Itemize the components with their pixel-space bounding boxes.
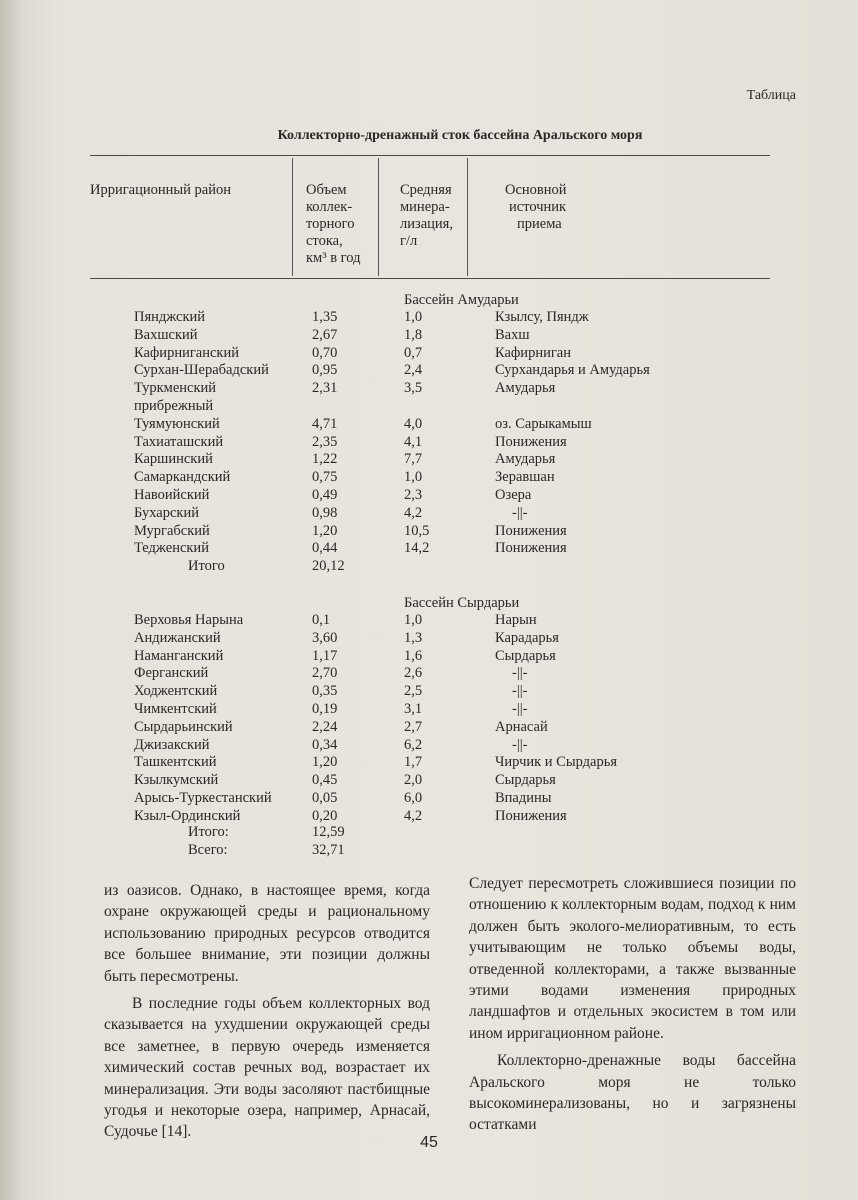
left-column-text [104, 880, 430, 1143]
volume-cell: 0,75 [312, 469, 338, 486]
header-mineral-line: г/л [400, 233, 418, 249]
grand-total-value: 32,71 [312, 842, 345, 858]
source-cell: Зеравшан [495, 469, 555, 486]
region-cell: Ходжентский [134, 683, 218, 700]
header-mineral-line: минера- [400, 199, 450, 215]
table-row [0, 486, 858, 504]
volume-cell: 2,67 [312, 326, 338, 343]
region-cell: прибрежный [134, 398, 214, 414]
mineralization-cell: 6,2 [404, 736, 423, 753]
volume-cell: 0,49 [312, 487, 338, 503]
source-cell: Озера [495, 487, 532, 503]
table-row [0, 664, 858, 682]
mineralization-cell: 10,5 [404, 522, 430, 539]
source-cell: Впадины [495, 790, 552, 806]
source-cell: Сурхандарья и Амударья [495, 362, 650, 379]
table-row [0, 361, 858, 379]
table-row [0, 433, 858, 451]
header-separator [467, 158, 468, 276]
table-row [0, 611, 858, 629]
header-volume-line: км³ в год [306, 250, 361, 266]
page-number: 45 [420, 1134, 438, 1151]
volume-cell: 2,24 [312, 718, 338, 735]
volume-cell: 0,70 [312, 344, 338, 361]
region-cell: Пянджский [134, 309, 206, 325]
mineralization-cell: 1,7 [404, 754, 423, 771]
region-cell: Туркменский [134, 380, 217, 397]
volume-cell: 3,60 [312, 629, 338, 646]
table-row [0, 736, 858, 754]
volume-cell: 1,20 [312, 522, 338, 539]
mineralization-cell: 4,2 [404, 807, 423, 824]
header-volume [306, 182, 360, 267]
mineralization-cell: 7,7 [404, 451, 423, 468]
region-cell: Кафирниганский [134, 344, 239, 361]
table-row [0, 415, 858, 433]
volume-cell: 0,35 [312, 683, 338, 700]
source-cell: Понижения [495, 433, 567, 450]
mineralization-cell: 2,5 [404, 683, 423, 700]
region-cell: Кзылкумский [134, 772, 219, 789]
header-volume-line: коллек- [306, 199, 353, 215]
mineralization-cell: 1,0 [404, 469, 423, 486]
source-cell: Понижения [495, 807, 567, 824]
region-cell: Верховья Нарына [134, 612, 244, 628]
volume-cell: 0,19 [312, 701, 338, 717]
source-cell: Вахш [495, 326, 530, 343]
mineralization-cell: 1,6 [404, 647, 423, 664]
region-cell: Сырдарьинский [134, 718, 233, 735]
header-separator [378, 158, 379, 276]
header-mineral-line: Средняя [400, 182, 452, 198]
region-cell: Навоийский [134, 487, 210, 503]
volume-cell: 2,70 [312, 665, 338, 682]
mineralization-cell: 2,4 [404, 362, 423, 379]
amu-total-value: 20,12 [312, 558, 345, 574]
region-cell: Сурхан-Шерабадский [134, 362, 269, 379]
mineralization-cell: 2,7 [404, 718, 423, 735]
mineralization-cell: 1,8 [404, 326, 423, 343]
mineralization-cell: 1,0 [404, 309, 423, 325]
source-cell: -||- [512, 701, 528, 717]
mineralization-cell: 6,0 [404, 790, 423, 806]
table-row [0, 522, 858, 540]
table-row [0, 629, 858, 647]
table-title: Коллекторно-дренажный сток бассейна Аральского моря [277, 128, 643, 143]
right-column-text [469, 873, 796, 1136]
volume-cell: 1,35 [312, 309, 338, 325]
source-cell: -||- [512, 736, 528, 753]
source-cell: Нарын [495, 612, 537, 628]
region-cell: Джизакский [134, 736, 210, 753]
header-mineral-line: лизация, [400, 216, 453, 232]
source-cell: Понижения [495, 540, 567, 557]
source-cell: Сырдарья [495, 647, 556, 664]
mineralization-cell: 4,2 [404, 504, 423, 521]
source-cell: Арнасай [495, 718, 548, 735]
syr-total-label: Итого: [188, 824, 229, 840]
table-row [0, 308, 858, 326]
region-cell: Чимкентский [134, 701, 217, 717]
volume-cell: 2,35 [312, 433, 338, 450]
section-amu-title: Бассейн Амударьи [404, 292, 519, 308]
region-cell: Ферганский [134, 665, 209, 682]
source-cell: Амударья [495, 451, 556, 468]
table-top-rule [90, 155, 770, 156]
region-cell: Туямуюнский [134, 415, 220, 432]
region-cell: Бухарский [134, 504, 199, 521]
paragraph: Следует пересмотреть сложившиеся позиции по отношению к коллекторным водам, подход к ним должен быть эколого-мелиоративным, то есть учитывающим не только объемы воды, отведенной коллекторами, а также вызванные этими водами изменения природных ландшафтов и отдельных экосистем в том или ином ирригационном районе. [469, 875, 796, 1042]
region-cell: Вахшский [134, 326, 198, 343]
region-cell: Мургабский [134, 522, 210, 539]
region-cell: Тедженский [134, 540, 209, 557]
paragraph: Коллекторно-дренажные воды бассейна Аральского моря не только высокоминерализованы, но и загрязнены остатками [469, 1052, 796, 1134]
region-cell: Андижанский [134, 629, 221, 646]
paragraph: из оазисов. Однако, в настоящее время, когда охране окружающей среды и рациональному использованию природных ресурсов отводится все большее внимание, эти позиции должны быть пересмотрены. [104, 882, 430, 985]
region-cell: Ташкентский [134, 754, 217, 771]
table-row [0, 379, 858, 397]
volume-cell: 1,17 [312, 647, 338, 664]
region-cell: Наманганский [134, 647, 224, 664]
table-row [0, 807, 858, 825]
source-cell: Кафирниган [495, 344, 571, 361]
table-row [0, 468, 858, 486]
table-row [0, 326, 858, 344]
table-row [0, 771, 858, 789]
amu-total-label: Итого [188, 558, 225, 574]
source-cell: Сырдарья [495, 772, 556, 789]
section-syr-title: Бассейн Сырдарьи [404, 595, 520, 611]
region-cell: Самаркандский [134, 469, 231, 486]
source-cell: Амударья [495, 380, 556, 397]
header-source-line: Основной [505, 182, 567, 198]
volume-cell: 0,05 [312, 790, 338, 806]
source-cell: -||- [512, 665, 528, 682]
region-cell: Арысь-Туркестанский [134, 790, 272, 806]
volume-cell: 1,22 [312, 451, 338, 468]
header-volume-line: торного [306, 216, 355, 232]
header-source [505, 182, 567, 233]
mineralization-cell: 2,3 [404, 487, 423, 503]
mineralization-cell: 3,5 [404, 380, 423, 397]
table-row [0, 539, 858, 557]
table-row [0, 753, 858, 771]
header-volume-line: стока, [306, 233, 343, 249]
region-cell: Тахиаташский [134, 433, 224, 450]
volume-cell: 0,95 [312, 362, 338, 379]
region-cell: Кзыл-Ординский [134, 807, 241, 824]
source-cell: -||- [512, 683, 528, 700]
header-separator [292, 158, 293, 276]
volume-cell: 0,1 [312, 612, 331, 628]
volume-cell: 0,98 [312, 504, 338, 521]
header-volume-line: Объем [306, 182, 347, 198]
mineralization-cell: 2,0 [404, 772, 423, 789]
grand-total-label: Всего: [188, 842, 228, 858]
volume-cell: 0,45 [312, 772, 338, 789]
mineralization-cell: 2,6 [404, 665, 423, 682]
table-row [0, 397, 858, 415]
mineralization-cell: 14,2 [404, 540, 430, 557]
mineralization-cell: 4,1 [404, 433, 423, 450]
mineralization-cell: 3,1 [404, 701, 423, 717]
volume-cell: 0,34 [312, 736, 338, 753]
volume-cell: 0,20 [312, 807, 338, 824]
mineralization-cell: 4,0 [404, 415, 423, 432]
source-cell: Карадарья [495, 629, 559, 646]
mineralization-cell: 1,0 [404, 612, 423, 628]
header-source-line: приема [517, 216, 562, 232]
table-row [0, 789, 858, 807]
table-header-rule [90, 278, 770, 279]
table-row [0, 700, 858, 718]
source-cell: Понижения [495, 522, 567, 539]
region-cell: Каршинский [134, 451, 213, 468]
volume-cell: 1,20 [312, 754, 338, 771]
source-cell: Чирчик и Сырдарья [495, 754, 617, 771]
source-cell: Кзылсу, Пяндж [495, 309, 589, 325]
header-mineralization [400, 182, 453, 250]
mineralization-cell: 0,7 [404, 344, 423, 361]
volume-cell: 0,44 [312, 540, 338, 557]
table-label: Таблица [746, 88, 796, 103]
table-row [0, 504, 858, 522]
source-cell: оз. Сарыкамыш [495, 415, 592, 432]
paragraph: В последние годы объем коллекторных вод сказывается на ухудшении окружающей среды все заметнее, в первую очередь изменяется химический состав речных вод, возрастает их минерализация. Эти воды засоляют пастбищные угодья и некоторые озера, например, Арнасай, Судочье [14]. [104, 995, 430, 1141]
table-row [0, 450, 858, 468]
syr-total-value: 12,59 [312, 824, 345, 840]
table-row [0, 718, 858, 736]
table-row [0, 682, 858, 700]
header-source-line: источник [509, 199, 567, 215]
header-region: Ирригационный район [90, 182, 231, 198]
table-row [0, 647, 858, 665]
mineralization-cell: 1,3 [404, 629, 423, 646]
volume-cell: 2,31 [312, 380, 338, 397]
source-cell: -||- [512, 504, 528, 521]
volume-cell: 4,71 [312, 415, 338, 432]
table-row [0, 344, 858, 362]
